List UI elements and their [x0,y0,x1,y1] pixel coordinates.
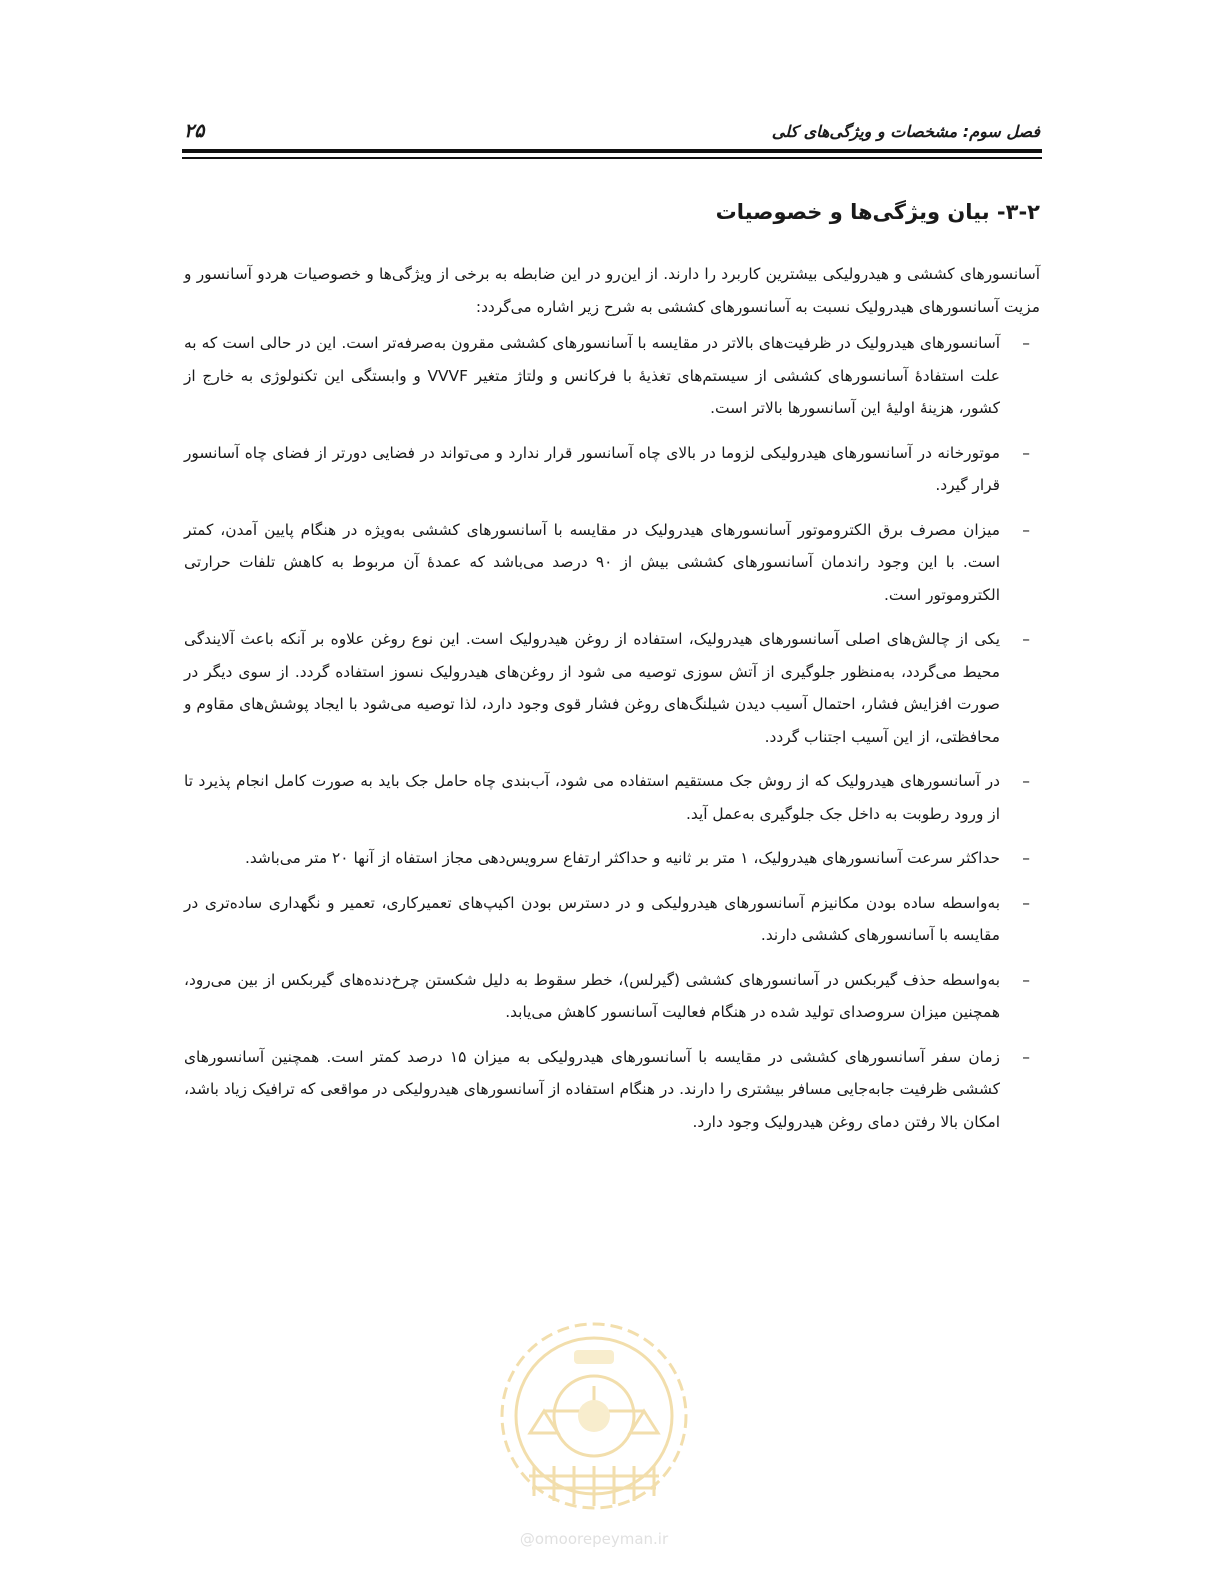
dash-icon: – [1022,1047,1030,1066]
dash-icon: – [1022,334,1030,352]
header-rule-thin [182,157,1042,159]
header-rule-thick [182,149,1042,153]
list-item [184,623,1040,753]
list-item-text: در آسانسورهای هیدرولیک که از روش جک مستقیم استفاده می شود، آب‌بندی چاه حامل جک باید به صورت کامل انجام پذیرد تا از ورود رطوبت به داخل جک جلوگیری به‌عمل آید. [184,772,1000,823]
list-item-text: زمان سفر آسانسورهای کششی در مقایسه با آسانسورهای هیدرولیکی به میزان ۱۵ درصد کمتر است. همچنین آسانسورهای کششی ظرفیت جابه‌جایی مسافر بیشتری را دارند. در هنگام استفاده از آسانسورهای هیدرولیکی در مواقعی که ترافیک زیاد باشد، امکان بالا رفتن دمای روغن هیدرولیک وجود دارد. [184,1047,1000,1131]
list-item [184,1041,1040,1139]
list-item-text: حداکثر سرعت آسانسورهای هیدرولیک، ۱ متر بر ثانیه و حداکثر ارتفاع سرویس‌دهی مجاز استفاه از آنها ۲۰ متر می‌باشد. [244,849,1000,867]
chapter-title: فصل سوم: مشخصات و ویژگی‌های کلی [771,121,1040,141]
dash-icon: – [1022,893,1030,912]
dash-icon: – [1022,630,1030,648]
list-item-text: یکی از چالش‌های اصلی آسانسورهای هیدرولیک، استفاده از روغن هیدرولیک است. این نوع روغن علاوه بر آنکه باعث آلایندگی محیط می‌گردد، به‌منظور جلوگیری از آتش سوزی توصیه می شود از روغن‌های هیدرولیک نسوز استفاده گردد. از سوی دیگر در صورت افزایش فشار، احتمال آسیب دیدن شیلنگ‌های روغن فشار قوی وجود دارد، لذا توصیه می‌شود با ایجاد پوشش‌های مقاوم و محافظتی، از این آسیب اجتناب گردد. [184,630,1000,746]
list-item [184,964,1040,1029]
list-item-text: به‌واسطه ساده بودن مکانیزم آسانسورهای هیدرولیکی و در دسترس بودن اکیپ‌های تعمیرکاری، تعمیر و نگهداری ساده‌تری در مقایسه با آسانسورهای کششی دارند. [184,893,1000,944]
list-item-text: موتورخانه در آسانسورهای هیدرولیکی لزوما در بالای چاه آسانسور قرار ندارد و می‌تواند در فضایی دورتر از فضای چاه آسانسور قرار گیرد. [184,443,1000,494]
list-item-text: به‌واسطه حذف گیربکس در آسانسورهای کششی (گیرلس)، خطر سقوط به دلیل شکستن چرخ‌دنده‌های گیربکس از بین می‌رود، همچنین میزان سروصدای تولید شده در هنگام فعالیت آسانسور کاهش می‌یابد. [184,970,1000,1021]
dash-icon: – [1022,970,1030,989]
page-number: ۲۵ [184,120,205,142]
section-title: ۳-۲- بیان ویژگی‌ها و خصوصیات [715,200,1040,224]
list-item [184,842,1040,875]
list-item [184,887,1040,952]
watermark-logo [474,1316,714,1556]
running-header [184,116,1040,146]
list-item-text: آسانسورهای هیدرولیک در ظرفیت‌های بالاتر در مقایسه با آسانسورهای کششی مقرون به‌صرفه‌تر است. این در حالی است که به علت استفادهٔ آسانسورهای کششی از سیستم‌های تغذیهٔ با فرکانس و ولتاژ متغیر VVVF و وابستگی این تکنولوژی به خارج از کشور، هزینهٔ اولیهٔ این آسانسورها بالاتر است. [184,334,1000,417]
list-item [184,514,1040,612]
dash-icon: – [1022,520,1030,539]
dash-icon: – [1022,443,1030,462]
intro-paragraph: آسانسورهای کششی و هیدرولیکی بیشترین کاربرد را دارند. از این‌رو در این ضابطه به برخی از ویژگی‌ها و خصوصیات هردو آسانسور و مزیت آسانسورهای هیدرولیک نسبت به آسانسورهای کششی به شرح زیر اشاره می‌گردد: [184,265,1040,316]
dash-icon: – [1022,849,1030,867]
list-item [184,437,1040,502]
list-item [184,327,1040,425]
watermark-caption: @omoorepeyman.ir [519,1530,669,1548]
feature-list [184,327,1040,1138]
list-item [184,765,1040,830]
list-item-text: میزان مصرف برق الکتروموتور آسانسورهای هیدرولیک در مقایسه با آسانسورهای کششی به‌ویژه در هنگام پایین آمدن، کمتر است. با این وجود راندمان آسانسورهای کششی بیش از ۹۰ درصد می‌باشد که عمدهٔ آن مربوط به کاهش تلفات حرارتی الکتروموتور است. [184,520,1000,604]
gear-emblem-icon [474,1316,714,1526]
main-content [184,194,1040,1150]
dash-icon: – [1022,772,1030,790]
